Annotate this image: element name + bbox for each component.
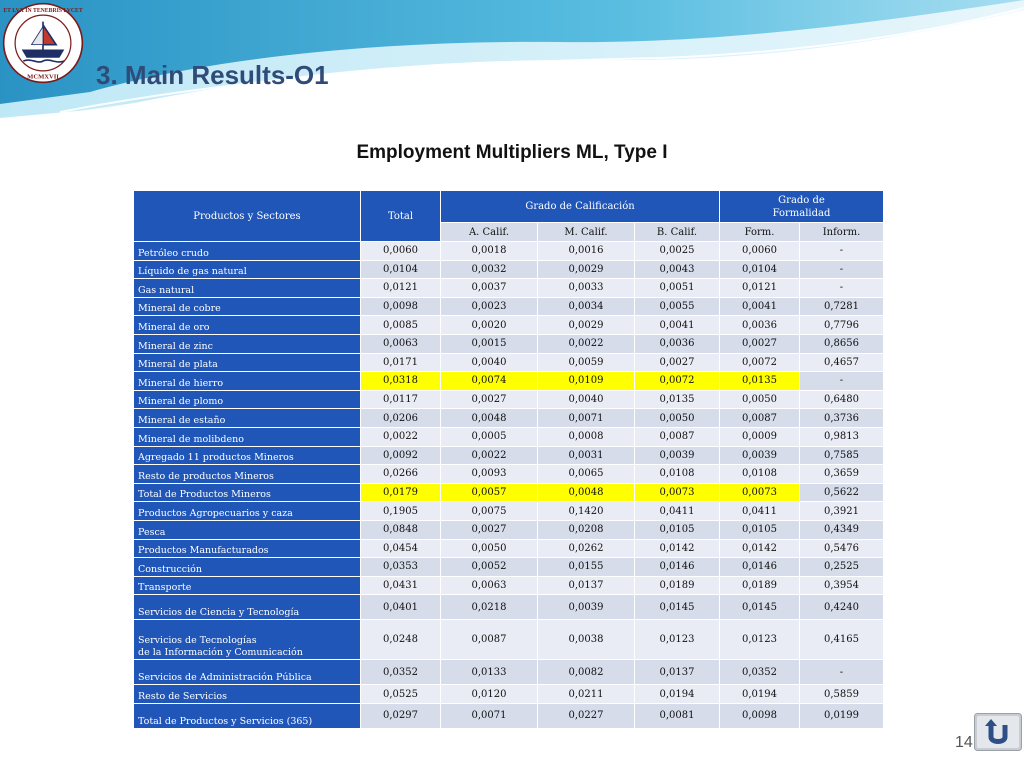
header-formality-line2: Formalidad	[772, 207, 831, 219]
return-nav-button[interactable]	[974, 713, 1022, 751]
cell-m: 0,0109	[538, 372, 635, 391]
cell-a: 0,0022	[441, 446, 538, 465]
header-formality-line1: Grado de	[778, 194, 825, 206]
cell-total: 0,0121	[361, 279, 441, 298]
cell-b: 0,0055	[635, 297, 720, 316]
cell-a: 0,0074	[441, 372, 538, 391]
table-row	[134, 660, 884, 685]
cell-b: 0,0123	[635, 620, 720, 660]
cell-form: 0,0041	[720, 297, 800, 316]
cell-inform: 0,5622	[800, 483, 884, 502]
header-inform: Inform.	[800, 223, 884, 242]
row-label-text: Productos Agropecuarios y caza	[138, 507, 293, 519]
row-label-text: Líquido de gas natural	[138, 266, 247, 278]
cell-inform: 0,3736	[800, 409, 884, 428]
row-label-text: Servicios de Ciencia y Tecnología	[138, 607, 300, 619]
cell-m: 0,0137	[538, 576, 635, 595]
cell-total: 0,0454	[361, 539, 441, 558]
cell-total: 0,1905	[361, 502, 441, 521]
cell-inform: 0,2525	[800, 558, 884, 577]
row-label	[134, 353, 361, 372]
cell-b: 0,0411	[635, 502, 720, 521]
row-label-text: Mineral de zinc	[138, 340, 213, 352]
cell-m: 0,0071	[538, 409, 635, 428]
cell-m: 0,0082	[538, 660, 635, 685]
cell-inform: 0,5859	[800, 685, 884, 704]
table-row	[134, 558, 884, 577]
row-label	[134, 483, 361, 502]
cell-a: 0,0048	[441, 409, 538, 428]
cell-form: 0,0123	[720, 620, 800, 660]
cell-b: 0,0087	[635, 427, 720, 446]
cell-total: 0,0353	[361, 558, 441, 577]
cell-inform: 0,0199	[800, 703, 884, 728]
row-label	[134, 427, 361, 446]
cell-b: 0,0108	[635, 465, 720, 484]
cell-form: 0,0104	[720, 260, 800, 279]
row-label	[134, 446, 361, 465]
cell-m: 0,0227	[538, 703, 635, 728]
cell-a: 0,0037	[441, 279, 538, 298]
cell-a: 0,0032	[441, 260, 538, 279]
cell-form: 0,0039	[720, 446, 800, 465]
table-row	[134, 279, 884, 298]
cell-inform: 0,7796	[800, 316, 884, 335]
cell-m: 0,0208	[538, 520, 635, 539]
cell-a: 0,0027	[441, 390, 538, 409]
table-row	[134, 539, 884, 558]
cell-m: 0,0155	[538, 558, 635, 577]
table-row	[134, 316, 884, 335]
cell-total: 0,0401	[361, 595, 441, 620]
table-row	[134, 502, 884, 521]
cell-a: 0,0120	[441, 685, 538, 704]
cell-total: 0,0525	[361, 685, 441, 704]
row-label	[134, 390, 361, 409]
cell-a: 0,0023	[441, 297, 538, 316]
cell-form: 0,0060	[720, 242, 800, 261]
row-label	[134, 703, 361, 728]
cell-total: 0,0022	[361, 427, 441, 446]
row-label	[134, 595, 361, 620]
row-label-text: Mineral de plomo	[138, 396, 224, 408]
cell-total: 0,0092	[361, 446, 441, 465]
employment-multipliers-table	[133, 190, 884, 729]
cell-form: 0,0142	[720, 539, 800, 558]
cell-m: 0,0262	[538, 539, 635, 558]
cell-form: 0,0087	[720, 409, 800, 428]
cell-m: 0,0065	[538, 465, 635, 484]
cell-form: 0,0072	[720, 353, 800, 372]
row-label-text: Servicios de Tecnologías	[138, 635, 257, 647]
row-label-text: Resto de productos Mineros	[138, 470, 274, 482]
row-label	[134, 685, 361, 704]
cell-a: 0,0071	[441, 703, 538, 728]
cell-b: 0,0194	[635, 685, 720, 704]
table-row	[134, 465, 884, 484]
cell-inform: 0,3659	[800, 465, 884, 484]
row-label-text: Servicios de Administración Pública	[138, 672, 312, 684]
cell-b: 0,0135	[635, 390, 720, 409]
row-label-text: Gas natural	[138, 284, 195, 296]
cell-form: 0,0105	[720, 520, 800, 539]
row-label	[134, 520, 361, 539]
cell-b: 0,0050	[635, 409, 720, 428]
row-label	[134, 465, 361, 484]
cell-a: 0,0018	[441, 242, 538, 261]
table-row	[134, 260, 884, 279]
row-label-text: Mineral de oro	[138, 321, 210, 333]
cell-a: 0,0093	[441, 465, 538, 484]
cell-a: 0,0027	[441, 520, 538, 539]
header-formality	[720, 191, 884, 223]
logo-year: MCMXVII	[27, 73, 59, 81]
cell-m: 0,0022	[538, 334, 635, 353]
row-label	[134, 660, 361, 685]
row-label	[134, 372, 361, 391]
cell-b: 0,0137	[635, 660, 720, 685]
cell-form: 0,0050	[720, 390, 800, 409]
header-products: Productos y Sectores	[134, 191, 361, 242]
cell-m: 0,1420	[538, 502, 635, 521]
header-form: Form.	[720, 223, 800, 242]
cell-b: 0,0043	[635, 260, 720, 279]
cell-a: 0,0020	[441, 316, 538, 335]
cell-m: 0,0029	[538, 260, 635, 279]
cell-form: 0,0036	[720, 316, 800, 335]
table-row	[134, 390, 884, 409]
header-m-calif: M. Calif.	[538, 223, 635, 242]
table-row	[134, 595, 884, 620]
table-row	[134, 409, 884, 428]
row-label	[134, 334, 361, 353]
cell-form: 0,0121	[720, 279, 800, 298]
cell-form: 0,0411	[720, 502, 800, 521]
row-label	[134, 260, 361, 279]
row-label-text: Total de Productos y Servicios (365)	[138, 715, 313, 727]
table-row	[134, 334, 884, 353]
row-label	[134, 242, 361, 261]
cell-a: 0,0040	[441, 353, 538, 372]
cell-b: 0,0072	[635, 372, 720, 391]
header-qualification: Grado de Calificación	[441, 191, 720, 223]
row-label-text: Pesca	[138, 526, 166, 538]
cell-a: 0,0218	[441, 595, 538, 620]
row-label-text: Mineral de estaño	[138, 414, 226, 426]
cell-total: 0,0179	[361, 483, 441, 502]
cell-m: 0,0039	[538, 595, 635, 620]
cell-b: 0,0105	[635, 520, 720, 539]
cell-total: 0,0297	[361, 703, 441, 728]
university-logo	[2, 2, 84, 84]
cell-inform: 0,6480	[800, 390, 884, 409]
cell-b: 0,0036	[635, 334, 720, 353]
cell-b: 0,0039	[635, 446, 720, 465]
cell-m: 0,0016	[538, 242, 635, 261]
cell-form: 0,0098	[720, 703, 800, 728]
cell-form: 0,0108	[720, 465, 800, 484]
cell-m: 0,0040	[538, 390, 635, 409]
table-row	[134, 520, 884, 539]
row-label-text: Productos Manufacturados	[138, 545, 269, 557]
row-label	[134, 558, 361, 577]
row-label	[134, 297, 361, 316]
table-row	[134, 703, 884, 728]
cell-total: 0,0248	[361, 620, 441, 660]
cell-form: 0,0027	[720, 334, 800, 353]
cell-m: 0,0031	[538, 446, 635, 465]
cell-form: 0,0189	[720, 576, 800, 595]
cell-form: 0,0009	[720, 427, 800, 446]
table-row	[134, 483, 884, 502]
cell-m: 0,0059	[538, 353, 635, 372]
table-body	[134, 242, 884, 729]
cell-b: 0,0146	[635, 558, 720, 577]
cell-b: 0,0145	[635, 595, 720, 620]
table-row	[134, 620, 884, 660]
row-label	[134, 620, 361, 660]
cell-total: 0,0431	[361, 576, 441, 595]
cell-form: 0,0145	[720, 595, 800, 620]
row-label-text: Construcción	[138, 563, 202, 575]
row-label	[134, 409, 361, 428]
cell-total: 0,0085	[361, 316, 441, 335]
row-label-text-line2: de la Información y Comunicación	[138, 647, 303, 659]
row-label-text: Mineral de hierro	[138, 377, 224, 389]
row-label-text: Resto de Servicios	[138, 690, 227, 702]
cell-a: 0,0063	[441, 576, 538, 595]
cell-inform: 0,8656	[800, 334, 884, 353]
slide-title: 3. Main Results-O1	[96, 60, 329, 90]
row-label-text: Agregado 11 productos Mineros	[138, 452, 294, 464]
cell-total: 0,0063	[361, 334, 441, 353]
cell-total: 0,0098	[361, 297, 441, 316]
cell-inform: 0,9813	[800, 427, 884, 446]
table-row	[134, 242, 884, 261]
cell-a: 0,0133	[441, 660, 538, 685]
table-row	[134, 427, 884, 446]
cell-form: 0,0194	[720, 685, 800, 704]
cell-b: 0,0041	[635, 316, 720, 335]
cell-b: 0,0025	[635, 242, 720, 261]
cell-inform: -	[800, 260, 884, 279]
cell-form: 0,0135	[720, 372, 800, 391]
cell-m: 0,0048	[538, 483, 635, 502]
cell-inform: -	[800, 372, 884, 391]
cell-b: 0,0142	[635, 539, 720, 558]
cell-inform: 0,3921	[800, 502, 884, 521]
cell-a: 0,0015	[441, 334, 538, 353]
cell-b: 0,0081	[635, 703, 720, 728]
cell-b: 0,0073	[635, 483, 720, 502]
cell-total: 0,0104	[361, 260, 441, 279]
logo-motto: ET LVX IN TENEBRIS LVCET	[3, 7, 83, 14]
row-label	[134, 316, 361, 335]
cell-inform: -	[800, 242, 884, 261]
row-label-text: Mineral de molibdeno	[138, 433, 244, 445]
cell-m: 0,0034	[538, 297, 635, 316]
cell-total: 0,0848	[361, 520, 441, 539]
cell-inform: 0,3954	[800, 576, 884, 595]
header-b-calif: B. Calif.	[635, 223, 720, 242]
cell-inform: -	[800, 660, 884, 685]
cell-total: 0,0171	[361, 353, 441, 372]
table-row	[134, 446, 884, 465]
cell-m: 0,0038	[538, 620, 635, 660]
row-label	[134, 502, 361, 521]
cell-form: 0,0352	[720, 660, 800, 685]
cell-inform: 0,4165	[800, 620, 884, 660]
row-label	[134, 279, 361, 298]
cell-a: 0,0057	[441, 483, 538, 502]
cell-total: 0,0060	[361, 242, 441, 261]
cell-m: 0,0008	[538, 427, 635, 446]
cell-form: 0,0146	[720, 558, 800, 577]
header-total: Total	[361, 191, 441, 242]
cell-total: 0,0206	[361, 409, 441, 428]
cell-total: 0,0266	[361, 465, 441, 484]
row-label	[134, 576, 361, 595]
cell-inform: 0,7281	[800, 297, 884, 316]
table-row	[134, 372, 884, 391]
cell-m: 0,0033	[538, 279, 635, 298]
row-label-text: Mineral de plata	[138, 359, 218, 371]
cell-total: 0,0352	[361, 660, 441, 685]
cell-b: 0,0027	[635, 353, 720, 372]
cell-inform: 0,7585	[800, 446, 884, 465]
table-row	[134, 685, 884, 704]
cell-total: 0,0117	[361, 390, 441, 409]
row-label	[134, 539, 361, 558]
cell-inform: 0,4240	[800, 595, 884, 620]
cell-m: 0,0029	[538, 316, 635, 335]
cell-m: 0,0211	[538, 685, 635, 704]
row-label-text: Total de Productos Mineros	[138, 489, 271, 501]
cell-b: 0,0189	[635, 576, 720, 595]
page-number: 14	[955, 734, 973, 751]
cell-form: 0,0073	[720, 483, 800, 502]
row-label-text: Mineral de cobre	[138, 303, 221, 315]
cell-a: 0,0087	[441, 620, 538, 660]
cell-inform: 0,4657	[800, 353, 884, 372]
cell-inform: 0,5476	[800, 539, 884, 558]
row-label-text: Petróleo crudo	[138, 247, 209, 259]
cell-a: 0,0052	[441, 558, 538, 577]
header-a-calif: A. Calif.	[441, 223, 538, 242]
table-row	[134, 576, 884, 595]
cell-a: 0,0075	[441, 502, 538, 521]
cell-a: 0,0005	[441, 427, 538, 446]
cell-a: 0,0050	[441, 539, 538, 558]
cell-b: 0,0051	[635, 279, 720, 298]
table-title: Employment Multipliers ML, Type I	[356, 142, 668, 163]
cell-inform: -	[800, 279, 884, 298]
cell-inform: 0,4349	[800, 520, 884, 539]
table-row	[134, 353, 884, 372]
cell-total: 0,0318	[361, 372, 441, 391]
table-row	[134, 297, 884, 316]
row-label-text: Transporte	[138, 582, 192, 594]
